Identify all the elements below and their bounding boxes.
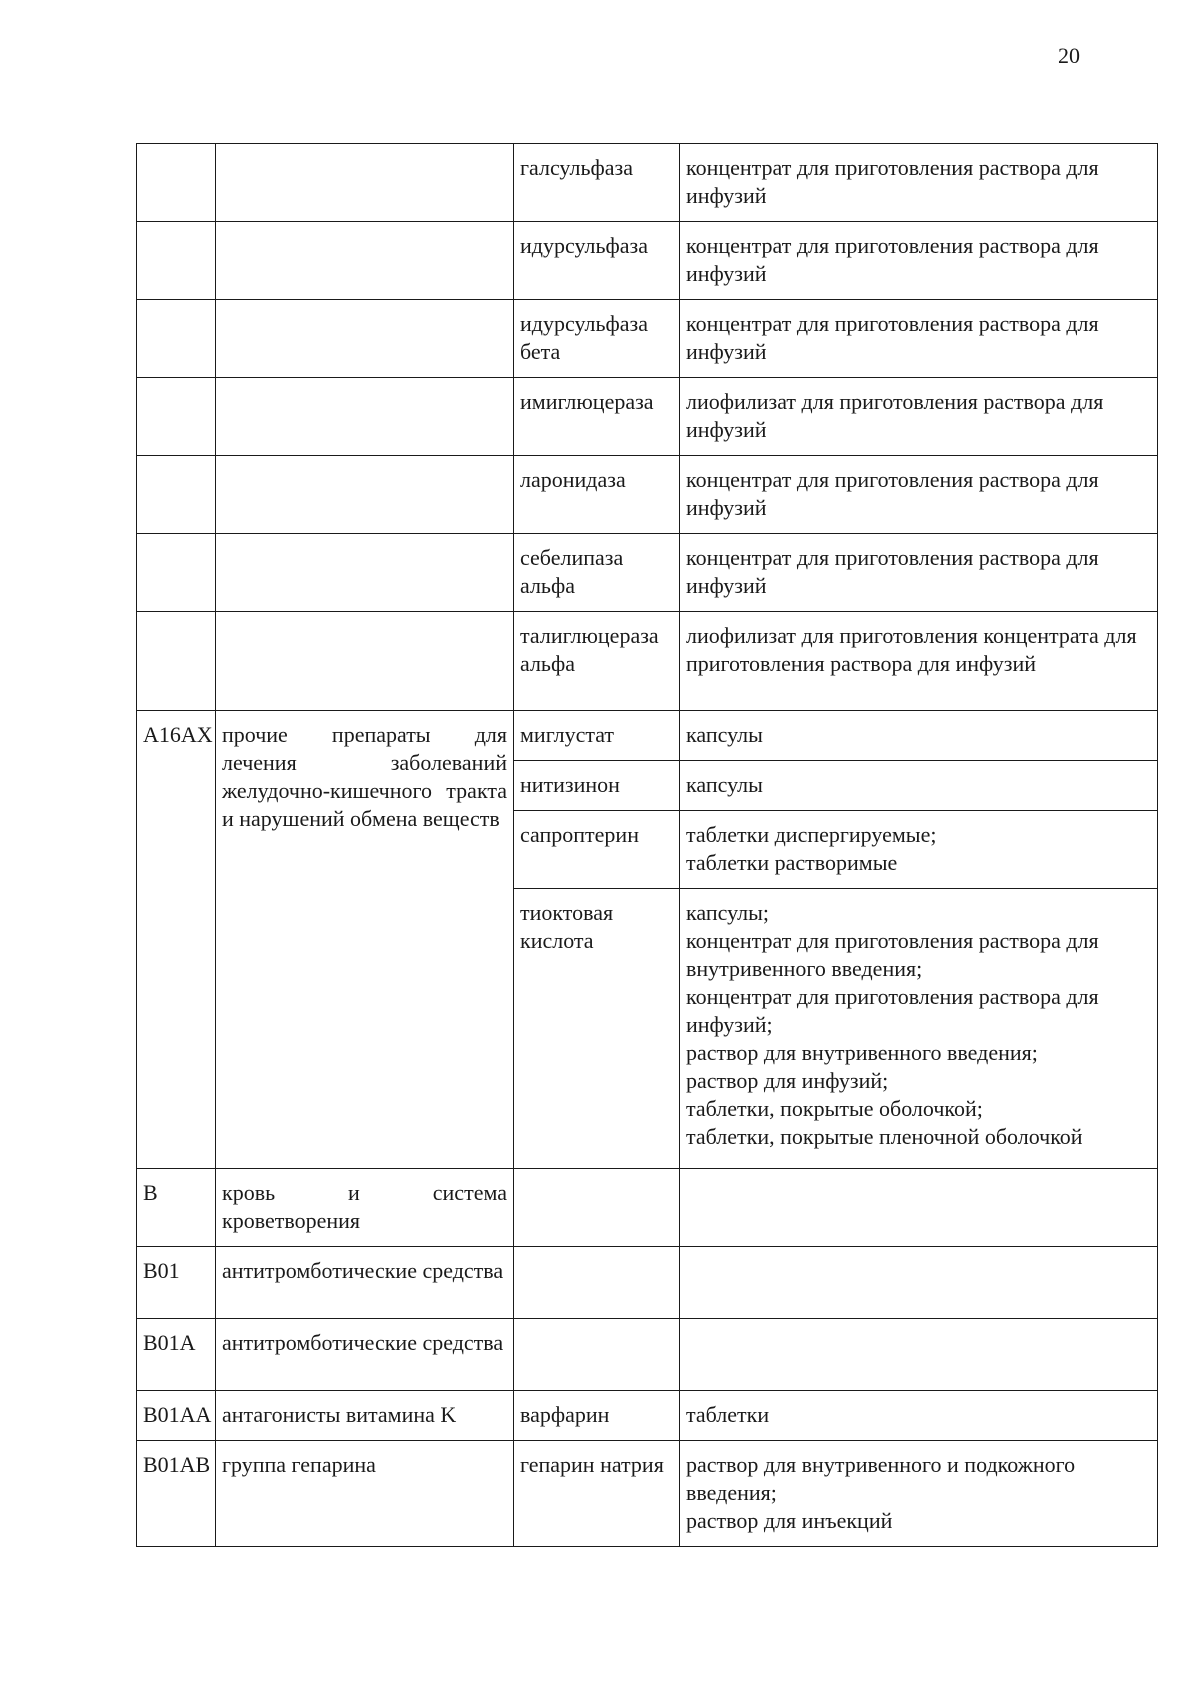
- group-name-cell: прочие препараты для лечения заболеваний желудочно-кишечного тракта и нарушений обмена веществ: [216, 711, 514, 1169]
- dosage-form-line: таблетки, покрытые пленочной оболочкой: [686, 1124, 1083, 1149]
- atc-code-cell: [137, 300, 216, 378]
- atc-code-cell: A16AX: [137, 711, 216, 1169]
- dosage-form-cell: концентрат для приготовления раствора для инфузий: [680, 300, 1158, 378]
- drug-name-cell: варфарин: [514, 1391, 680, 1441]
- atc-code-cell: B: [137, 1169, 216, 1247]
- table-row: [137, 1247, 1158, 1319]
- table-row: [137, 612, 1158, 711]
- drug-name-cell: миглустат: [514, 711, 680, 761]
- drug-name-cell: талиглюцераза альфа: [514, 612, 680, 711]
- drug-table-body: [137, 144, 1158, 1547]
- atc-code-cell: B01AA: [137, 1391, 216, 1441]
- dosage-form-cell: [680, 1247, 1158, 1319]
- dosage-form-cell: лиофилизат для приготовления раствора для инфузий: [680, 378, 1158, 456]
- drug-name-cell: нитизинон: [514, 761, 680, 811]
- dosage-form-cell: [680, 1319, 1158, 1391]
- group-name-cell: [216, 144, 514, 222]
- group-name-cell: группа гепарина: [216, 1441, 514, 1547]
- drug-name-cell: сапроптерин: [514, 811, 680, 889]
- dosage-form-cell: [680, 1169, 1158, 1247]
- drug-name-cell: имиглюцераза: [514, 378, 680, 456]
- group-name-cell: [216, 300, 514, 378]
- atc-code-cell: [137, 378, 216, 456]
- group-name-cell: антитромботические средства: [216, 1247, 514, 1319]
- atc-code-cell: B01: [137, 1247, 216, 1319]
- group-name-cell: [216, 456, 514, 534]
- atc-code-cell: [137, 612, 216, 711]
- dosage-form-line: раствор для инфузий;: [686, 1068, 889, 1093]
- dosage-form-cell: [680, 1441, 1158, 1547]
- drug-name-cell: идурсульфаза: [514, 222, 680, 300]
- group-name-cell: антитромботические средства: [216, 1319, 514, 1391]
- table-row: [137, 1441, 1158, 1547]
- dosage-form-line: раствор для внутривенного и подкожного введения;: [686, 1452, 1076, 1505]
- atc-code-cell: B01AB: [137, 1441, 216, 1547]
- dosage-form-line: таблетки, покрытые оболочкой;: [686, 1096, 983, 1121]
- drug-name-cell: себелипаза альфа: [514, 534, 680, 612]
- drug-name-cell: ларонидаза: [514, 456, 680, 534]
- atc-code-cell: [137, 456, 216, 534]
- table-row: [137, 300, 1158, 378]
- table-row: [137, 456, 1158, 534]
- dosage-form-cell: концентрат для приготовления раствора для инфузий: [680, 222, 1158, 300]
- group-name-cell: [216, 612, 514, 711]
- table-row: [137, 711, 1158, 761]
- table-row: [137, 1169, 1158, 1247]
- table-row: [137, 1319, 1158, 1391]
- group-name-cell: кровь и система кроветворения: [216, 1169, 514, 1247]
- table-row: [137, 1391, 1158, 1441]
- drug-name-cell: идурсульфаза бета: [514, 300, 680, 378]
- dosage-form-line: капсулы;: [686, 900, 769, 925]
- dosage-form-cell: капсулы: [680, 761, 1158, 811]
- dosage-form-cell: концентрат для приготовления раствора для инфузий: [680, 534, 1158, 612]
- table-row: [137, 534, 1158, 612]
- group-name-cell: [216, 378, 514, 456]
- drug-table: [136, 143, 1158, 1547]
- table-row: [137, 378, 1158, 456]
- dosage-form-cell: капсулы: [680, 711, 1158, 761]
- dosage-form-cell: [680, 889, 1158, 1169]
- dosage-form-line: концентрат для приготовления раствора для внутривенного введения;: [686, 928, 1099, 981]
- drug-name-cell: [514, 1319, 680, 1391]
- table-row: [137, 144, 1158, 222]
- dosage-form-line: раствор для внутривенного введения;: [686, 1040, 1038, 1065]
- atc-code-cell: [137, 534, 216, 612]
- dosage-form-line: таблетки растворимые: [686, 850, 898, 875]
- dosage-form-cell: концентрат для приготовления раствора для инфузий: [680, 456, 1158, 534]
- group-name-cell: антагонисты витамина K: [216, 1391, 514, 1441]
- atc-code-cell: B01A: [137, 1319, 216, 1391]
- dosage-form-cell: [680, 811, 1158, 889]
- dosage-form-cell: лиофилизат для приготовления концентрата для приготовления раствора для инфузий: [680, 612, 1158, 711]
- dosage-form-cell: таблетки: [680, 1391, 1158, 1441]
- dosage-form-line: концентрат для приготовления раствора для инфузий;: [686, 984, 1099, 1037]
- drug-name-cell: галсульфаза: [514, 144, 680, 222]
- dosage-form-cell: концентрат для приготовления раствора для инфузий: [680, 144, 1158, 222]
- drug-name-cell: тиоктовая кислота: [514, 889, 680, 1169]
- drug-name-cell: гепарин натрия: [514, 1441, 680, 1547]
- drug-name-cell: [514, 1247, 680, 1319]
- atc-code-cell: [137, 144, 216, 222]
- dosage-form-line: таблетки диспергируемые;: [686, 822, 937, 847]
- group-name-cell: [216, 534, 514, 612]
- atc-code-cell: [137, 222, 216, 300]
- table-row: [137, 222, 1158, 300]
- page-number: 20: [1058, 43, 1080, 68]
- group-name-cell: [216, 222, 514, 300]
- dosage-form-line: раствор для инъекций: [686, 1508, 893, 1533]
- drug-name-cell: [514, 1169, 680, 1247]
